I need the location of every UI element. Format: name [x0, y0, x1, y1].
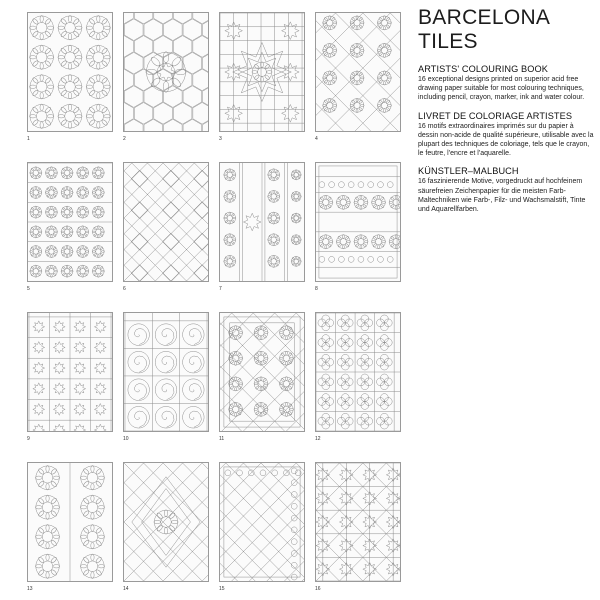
section-english	[418, 64, 594, 103]
tile-design-13	[27, 462, 113, 582]
section-german	[418, 166, 594, 214]
tile-design-3	[219, 12, 305, 132]
tile-pattern	[28, 463, 112, 581]
tile-pattern	[316, 463, 400, 581]
tile-number: 4	[315, 136, 318, 142]
tile-pattern	[124, 313, 208, 431]
section-body: 16 exceptional designs printed on superior acid free drawing paper suitable for most colouring techniques, including pencil, crayon, marker, ink and water colour.	[418, 76, 585, 102]
book-title	[418, 6, 594, 54]
tile-design-9	[27, 312, 113, 432]
tile-design-14	[123, 462, 209, 582]
tile-number: 8	[315, 286, 318, 292]
info-panel	[418, 6, 594, 222]
tile-number: 14	[123, 586, 129, 592]
tile-number: 2	[123, 136, 126, 142]
section-body: 16 motifs extraordinaires imprimés sur du papier à dessin non-acide de qualité supérieure, utilisable avec la plupart des techniques de coloriage, tels que le crayon, le feutre, l'encre et l'aquarelle.	[418, 122, 594, 158]
title-line-1: BARCELONA	[418, 6, 551, 29]
tile-pattern	[316, 13, 400, 131]
tile-pattern	[220, 313, 304, 431]
tile-design-12	[315, 312, 401, 432]
tile-pattern	[28, 13, 112, 131]
tile-number: 1	[27, 136, 30, 142]
tile-number: 7	[219, 286, 222, 292]
tile-design-2	[123, 12, 209, 132]
tile-design-10	[123, 312, 209, 432]
section-heading: LIVRET DE COLORIAGE ARTISTES	[418, 110, 573, 121]
tile-pattern	[124, 463, 208, 581]
tile-number: 10	[123, 436, 129, 442]
tile-number: 13	[27, 586, 33, 592]
section-heading: KÜNSTLER–MALBUCH	[418, 166, 519, 177]
tile-design-15	[219, 462, 305, 582]
tile-number: 16	[315, 586, 321, 592]
tile-number: 9	[27, 436, 30, 442]
tile-design-8	[315, 162, 401, 282]
tile-pattern	[28, 313, 112, 431]
tile-pattern	[316, 313, 400, 431]
tile-pattern	[220, 163, 304, 281]
tile-pattern	[316, 163, 400, 281]
tile-pattern	[124, 163, 208, 281]
tile-design-4	[315, 12, 401, 132]
tile-number: 5	[27, 286, 30, 292]
tile-number: 3	[219, 136, 222, 142]
tile-pattern	[220, 13, 304, 131]
section-french	[418, 111, 594, 159]
tile-design-1	[27, 12, 113, 132]
tile-design-7	[219, 162, 305, 282]
section-heading: ARTISTS' COLOURING BOOK	[418, 64, 548, 74]
tile-number: 6	[123, 286, 126, 292]
tile-pattern	[220, 463, 304, 581]
tile-number: 11	[219, 436, 225, 442]
tile-pattern	[28, 163, 112, 281]
tile-design-11	[219, 312, 305, 432]
tile-design-5	[27, 162, 113, 282]
tile-design-6	[123, 162, 209, 282]
tile-number: 15	[219, 586, 225, 592]
tile-design-16	[315, 462, 401, 582]
section-body: 16 faszinierende Motive, vorgedruckt auf hochfeinem säurefreien Zeichenpapier für die meisten Farb-Maltechniken wie Farb-, Filz- und Wachsmalstift, Tinte und Aquarellfarben.	[418, 178, 586, 214]
tile-pattern	[124, 13, 208, 131]
title-line-2: TILES	[418, 30, 478, 53]
tile-number: 12	[315, 436, 321, 442]
